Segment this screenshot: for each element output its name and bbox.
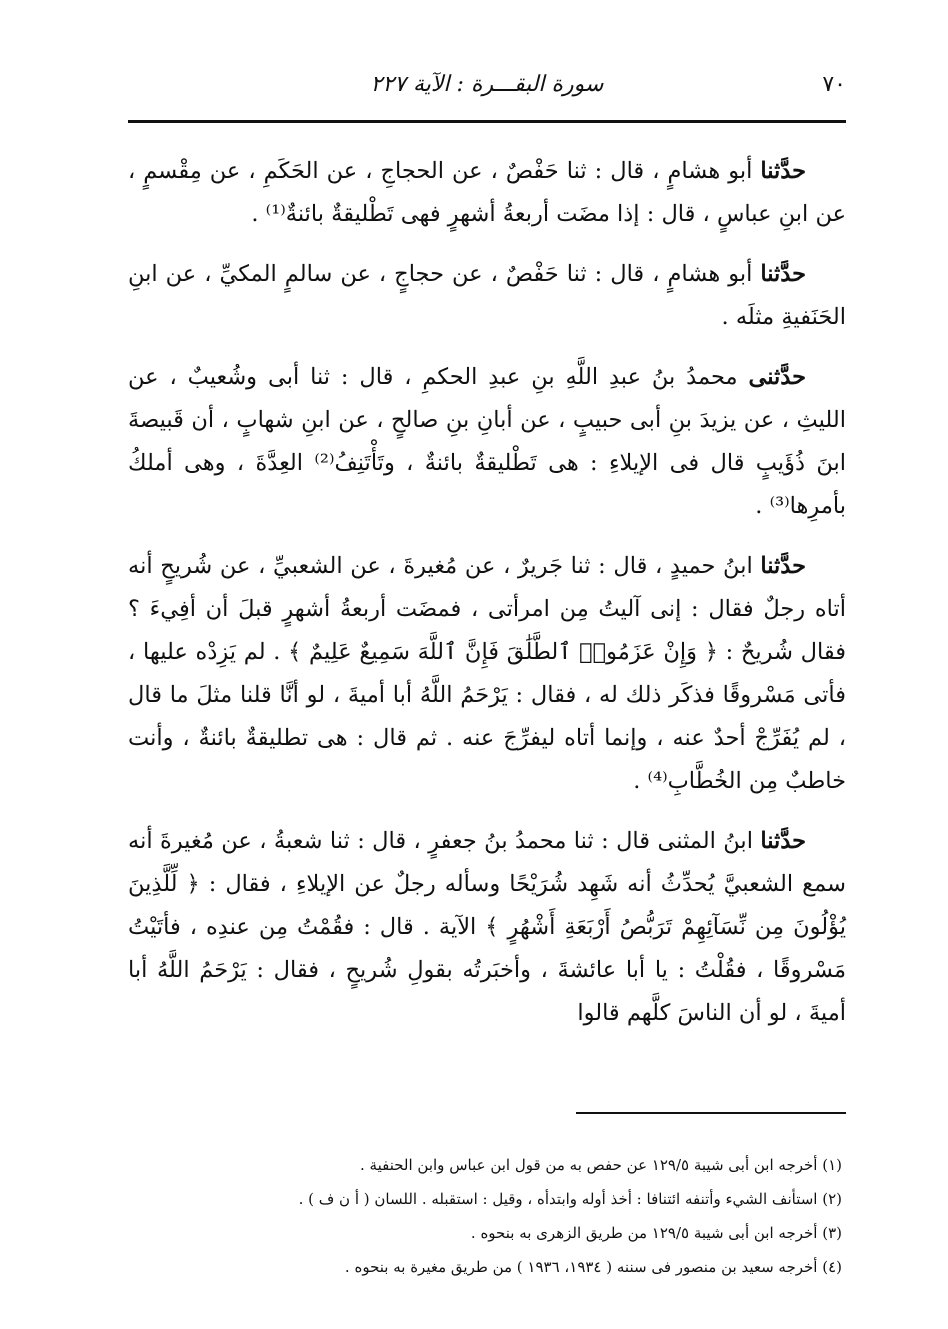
narration-lead: حدَّثنى <box>748 364 806 390</box>
page-number: ٧٠ <box>822 72 846 97</box>
footnote-rule <box>576 1112 846 1114</box>
footnote: (١) أخرجه ابن أبى شيبة ١٢٩/٥ عن حفص به من قول ابن عباس وابن الحنفية . <box>360 1156 842 1174</box>
page-header <box>128 66 846 118</box>
hadith-paragraph <box>128 150 846 236</box>
paragraph-text: محمدُ بنُ عبدِ اللَّهِ بنِ عبدِ الحكمِ ، قال : ثنا أبى وشُعيبٌ ، عن الليثِ ، عن يزيدَ بنِ أبى حبيبٍ ، عن أبانِ بنِ صالحٍ ، عن ابنِ شهابٍ ، أن قَبيصةَ ابنَ ذُؤَيبٍ قال فى الإيلاءِ : هى تَطْليقةٌ بائنةٌ ، وتَأْتَنِفُ⁽²⁾ العِدَّةَ ، وهى أملكُ بأمرِها⁽³⁾ . <box>128 364 847 519</box>
hadith-paragraph <box>128 545 846 803</box>
footnote: (٣) أخرجه ابن أبى شيبة ١٢٩/٥ من طريق الزهرى به بنحوه . <box>470 1224 842 1242</box>
narration-lead: حدَّثنا <box>760 261 806 287</box>
paragraph-text: أبو هشامٍ ، قال : ثنا حَفْصٌ ، عن الحجاجِ ، عن الحَكَمِ ، عن مِقْسمٍ ، عن ابنِ عباسٍ ، قال : إذا مضَت أربعةُ أشهرٍ فهى تَطْليقةٌ بائنةٌ⁽¹⁾ . <box>128 158 846 227</box>
narration-lead: حدَّثنا <box>760 828 806 854</box>
paragraph-text: أبو هشامٍ ، قال : ثنا حَفْصٌ ، عن حجاجٍ ، عن سالمٍ المكيِّ ، عن ابنِ الحَنَفيةِ مثلَه . <box>128 261 846 330</box>
main-text <box>128 150 846 1052</box>
footnote: (٤) أخرجه سعيد بن منصور فى سننه ( ١٩٣٤، ١٩٣٦ ) من طريق مغيرة به بنحوه . <box>344 1258 842 1276</box>
hadith-paragraph <box>128 253 846 339</box>
paragraph-text: ابنُ حميدٍ ، قال : ثنا جَريرٌ ، عن مُغيرةَ ، عن الشعبيِّ ، عن شُريحٍ أنه أتاه رجلٌ فقال : إنى آليتُ مِن امرأتى ، فمضَت أربعةُ أشهرٍ قبلَ أن أفِيءَ ؟ فقال شُريحٌ : ﴿ وَإِنْ عَزَمُوا۟ ٱلطَّلَٰقَ فَإِنَّ ٱللَّهَ سَمِيعٌ عَلِيمٌ ﴾ . لم يَزِدْه عليها ، فأتى مَسْروقًا فذكَر ذلك له ، فقال : يَرْحَمُ اللَّهُ أبا أميةَ ، لو أنَّا قلنا مثلَ ما قال ، لم يُفَرِّجْ أحدٌ عنه ، وإنما أتاه ليفرِّجَ عنه . ثم قال : هى تطليقةٌ بائنةٌ ، وأنت خاطبٌ مِن الخُطَّابِ⁽⁴⁾ . <box>128 553 846 794</box>
narration-lead: حدَّثنا <box>760 553 806 579</box>
narration-lead: حدَّثنا <box>760 158 806 184</box>
footnotes <box>128 1148 846 1284</box>
running-title: سورة البقـــرة : الآية ٢٢٧ <box>370 72 604 97</box>
footnote: (٢) استأنف الشيء وأتنفه ائتنافا : أخذ أوله وابتدأه ، وقيل : استقبله . اللسان ( أ ن ف ) . <box>298 1190 842 1208</box>
hadith-paragraph <box>128 820 846 1035</box>
header-rule <box>128 120 846 123</box>
hadith-paragraph <box>128 356 846 528</box>
paragraph-text: ابنُ المثنى قال : ثنا محمدُ بنُ جعفرٍ ، قال : ثنا شعبةُ ، عن مُغيرةَ أنه سمع الشعبيَّ يُحدِّثُ أنه شَهِد شُرَيْحًا وسأله رجلٌ عن الإيلاءِ ، فقال : ﴿ لِّلَّذِينَ يُؤْلُونَ مِن نِّسَآئِهِمْ تَرَبُّصُ أَرْبَعَةِ أَشْهُرٍ ﴾ الآية . قال : فقُمْتُ مِن عندِه ، فأتَيْتُ مَسْروقًا ، فقُلْتُ : يا أبا عائشةَ ، وأخبَرتُه بقولِ شُريحٍ ، فقال : يَرْحَمُ اللَّهُ أبا أميةَ ، لو أن الناسَ كلَّهم قالوا <box>128 828 846 1026</box>
